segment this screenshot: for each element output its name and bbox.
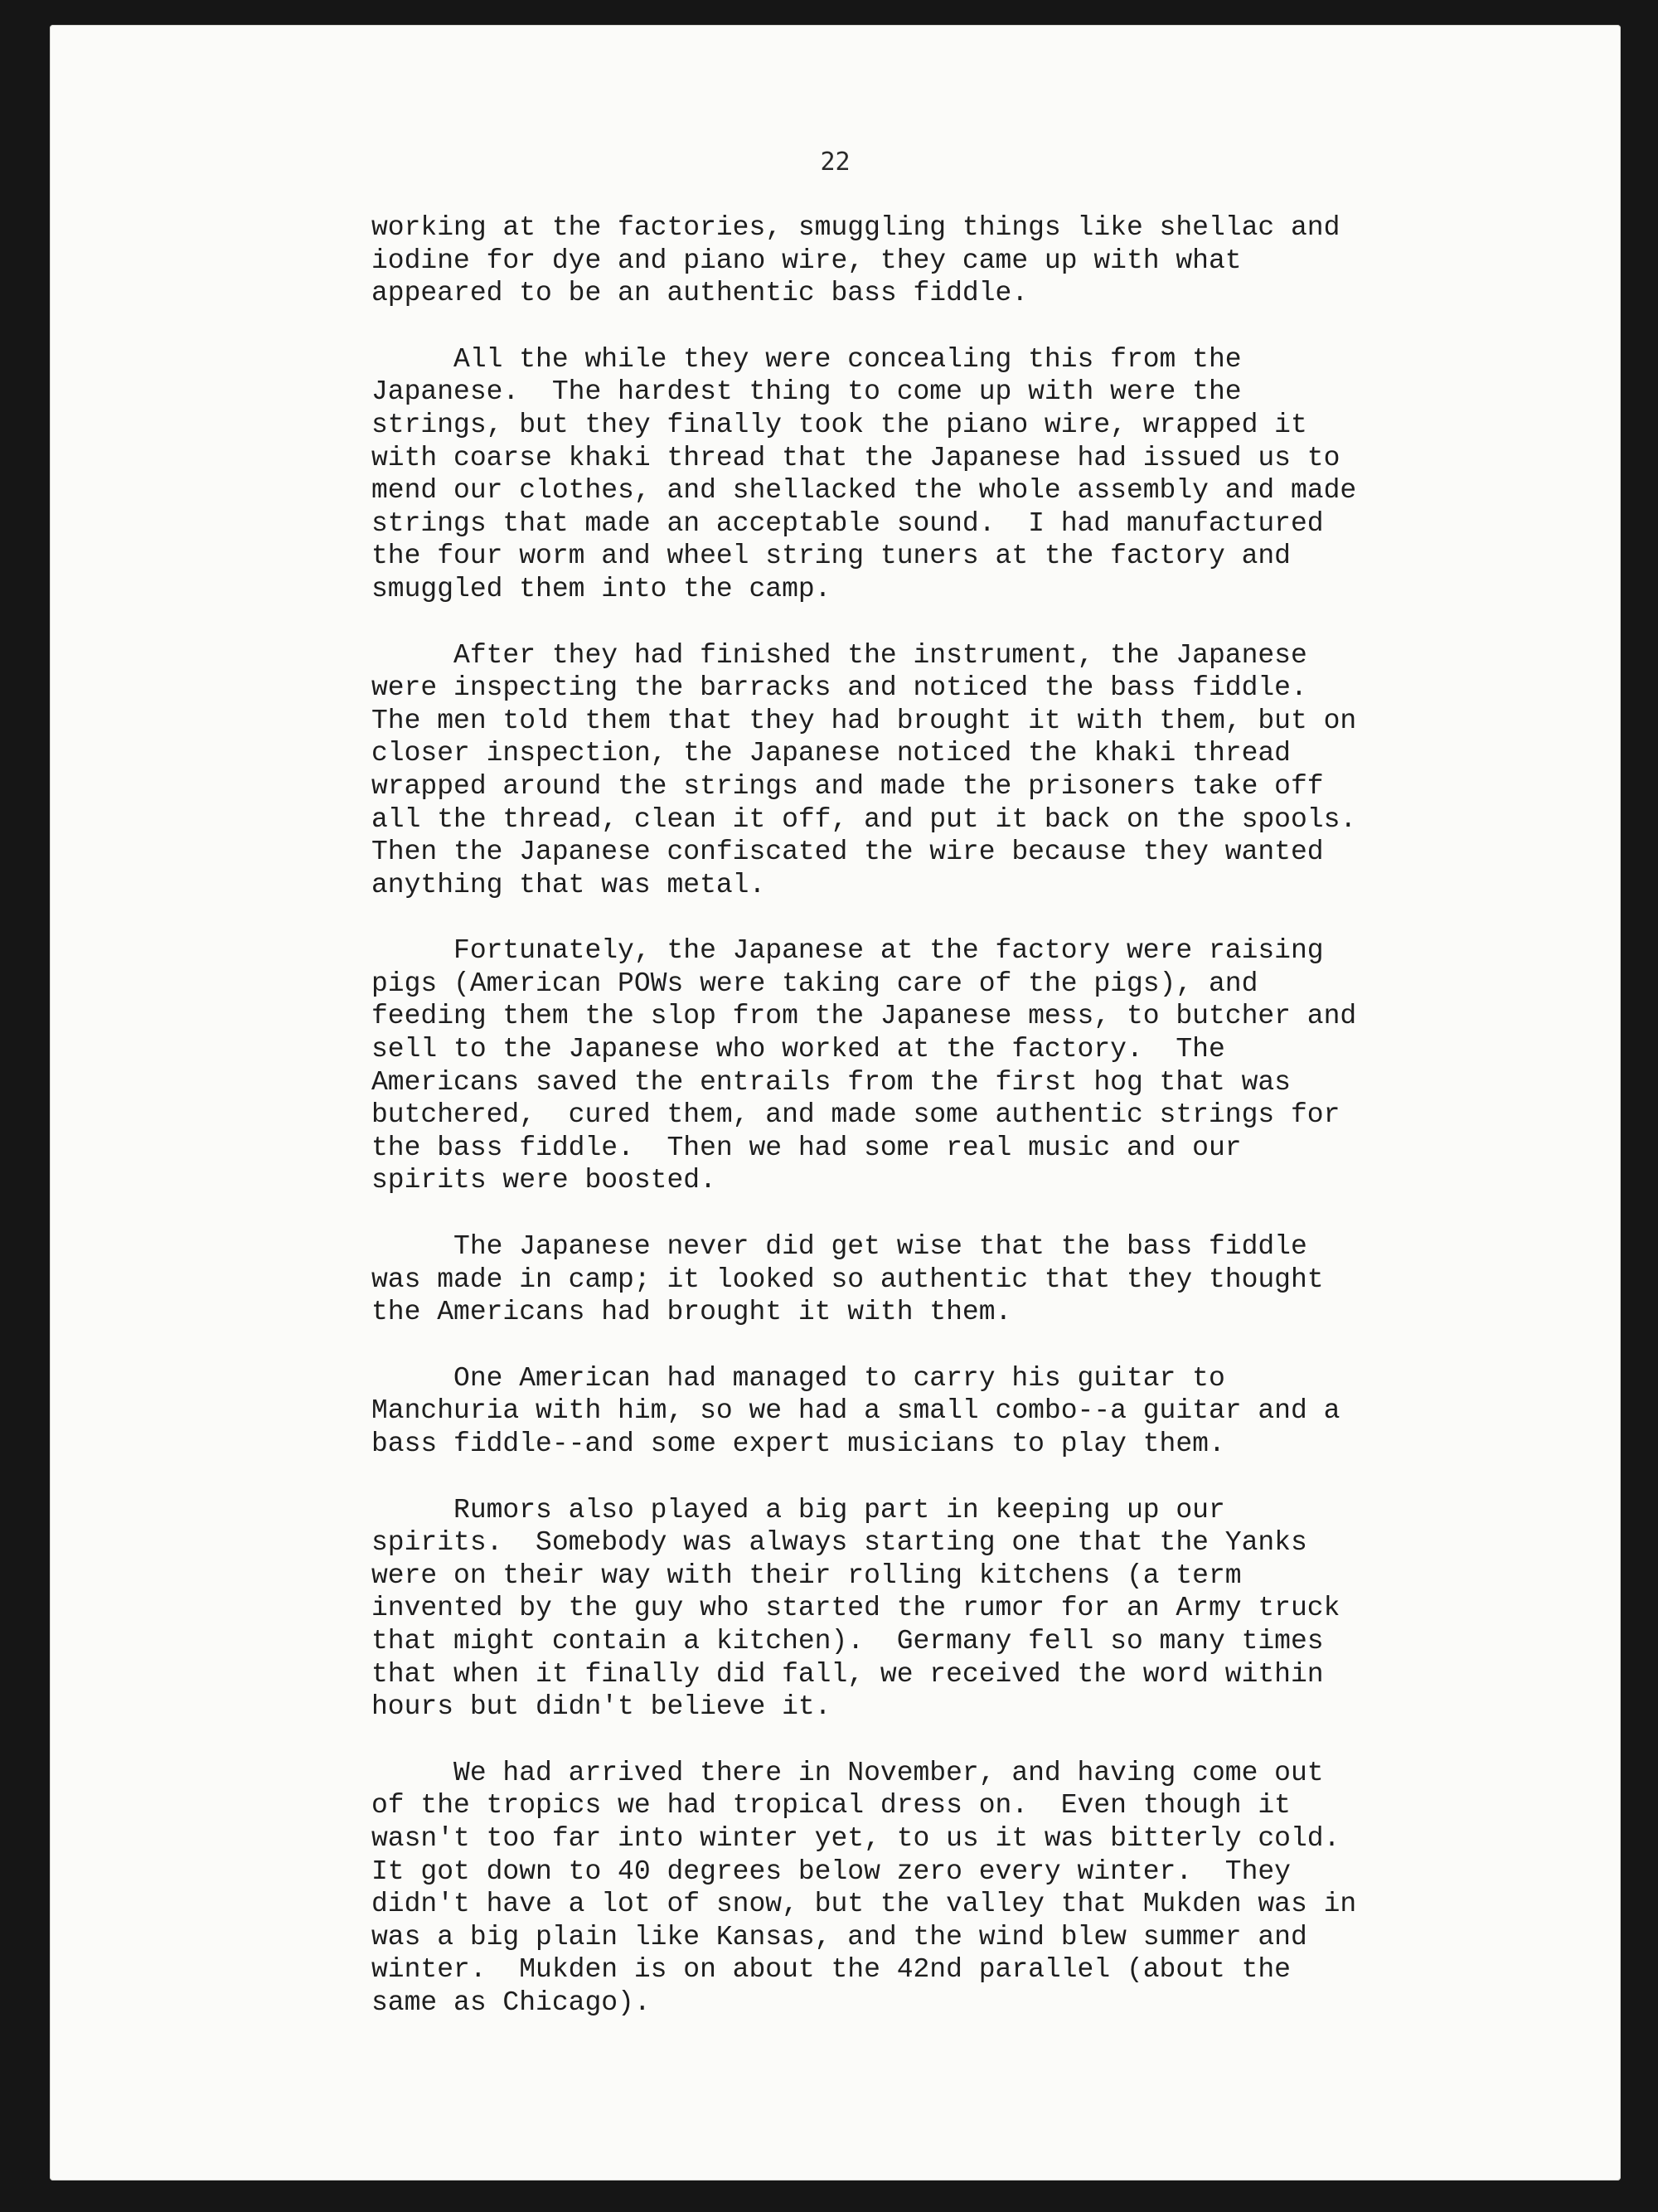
text-line: hours but didn't believe it. [371, 1691, 831, 1723]
text-line: with coarse khaki thread that the Japanese had issued us to [371, 442, 1340, 473]
text-line: feeding them the slop from the Japanese mess, to butcher and [371, 1001, 1357, 1032]
text-line: smuggled them into the camp. [371, 573, 831, 604]
body-text [371, 211, 1565, 2053]
text-line: of the tropics we had tropical dress on. Even though it [371, 1790, 1291, 1822]
text-line: The men told them that they had brought it with them, but on [371, 705, 1357, 736]
text-line: sell to the Japanese who worked at the factory. The [371, 1034, 1225, 1065]
text-line: iodine for dye and piano wire, they came up with what [371, 245, 1242, 276]
text-line: closer inspection, the Japanese noticed the khaki thread [371, 738, 1291, 769]
text-line: was made in camp; it looked so authentic that they thought [371, 1264, 1324, 1295]
paragraph [371, 1757, 1565, 2020]
text-line: pigs (American POWs were taking care of the pigs), and [371, 968, 1258, 999]
text-line: Manchuria with him, so we had a small combo--a guitar and a [371, 1395, 1340, 1427]
text-line: was a big plain like Kansas, and the wind blew summer and [371, 1921, 1307, 1952]
text-line: Then the Japanese confiscated the wire because they wanted [371, 837, 1324, 868]
text-line: spirits. Somebody was always starting one that the Yanks [371, 1527, 1307, 1559]
text-line: Americans saved the entrails from the first hog that was [371, 1066, 1291, 1098]
text-line: All the while they were concealing this from the [371, 343, 1242, 375]
text-line: were on their way with their rolling kitchens (a term [371, 1560, 1242, 1591]
paragraph [371, 343, 1565, 606]
text-line: wrapped around the strings and made the prisoners take off [371, 770, 1324, 802]
text-line: strings that made an acceptable sound. I had manufactured [371, 507, 1324, 539]
text-line: the four worm and wheel string tuners at the factory and [371, 541, 1291, 572]
paragraph [371, 1494, 1565, 1724]
text-line: mend our clothes, and shellacked the whole assembly and made [371, 475, 1357, 507]
text-line: Fortunately, the Japanese at the factory were raising [371, 935, 1324, 967]
text-line: The Japanese never did get wise that the bass fiddle [371, 1231, 1307, 1263]
paragraph [371, 1230, 1565, 1329]
text-line: One American had managed to carry his guitar to [371, 1362, 1225, 1394]
text-line: invented by the guy who started the rumor for an Army truck [371, 1593, 1340, 1624]
text-line: strings, but they finally took the piano wire, wrapped it [371, 409, 1307, 440]
text-line: that might contain a kitchen). Germany fell so many times [371, 1625, 1324, 1657]
text-line: wasn't too far into winter yet, to us it was bitterly cold. [371, 1822, 1340, 1854]
text-line: Rumors also played a big part in keeping up our [371, 1494, 1225, 1526]
text-line: appeared to be an authentic bass fiddle. [371, 278, 1029, 309]
paragraph [371, 211, 1565, 310]
text-line: spirits were boosted. [371, 1165, 716, 1196]
text-line: all the thread, clean it off, and put it back on the spools. [371, 803, 1357, 835]
paragraph [371, 639, 1565, 902]
text-line: It got down to 40 degrees below zero every winter. They [371, 1855, 1291, 1887]
text-line: We had arrived there in November, and having come out [371, 1757, 1324, 1788]
text-line: that when it finally did fall, we received the word within [371, 1658, 1324, 1690]
text-line: didn't have a lot of snow, but the valley that Mukden was in [371, 1889, 1357, 1920]
text-line: winter. Mukden is on about the 42nd parallel (about the [371, 1954, 1291, 1986]
text-line: the bass fiddle. Then we had some real music and our [371, 1132, 1242, 1163]
text-line: were inspecting the barracks and noticed the bass fiddle. [371, 672, 1307, 704]
text-line: Japanese. The hardest thing to come up with were the [371, 376, 1242, 408]
text-line: After they had finished the instrument, the Japanese [371, 639, 1307, 671]
text-line: working at the factories, smuggling things like shellac and [371, 212, 1340, 243]
document-page [50, 25, 1621, 2180]
paragraph [371, 934, 1565, 1197]
text-line: same as Chicago). [371, 1986, 651, 2018]
text-line: anything that was metal. [371, 869, 766, 900]
text-line: the Americans had brought it with them. [371, 1297, 1012, 1328]
text-line: bass fiddle--and some expert musicians to play them. [371, 1429, 1225, 1459]
paragraph [371, 1362, 1565, 1461]
text-line: butchered, cured them, and made some authentic strings for [371, 1099, 1340, 1131]
page-number: 22 [820, 148, 851, 177]
